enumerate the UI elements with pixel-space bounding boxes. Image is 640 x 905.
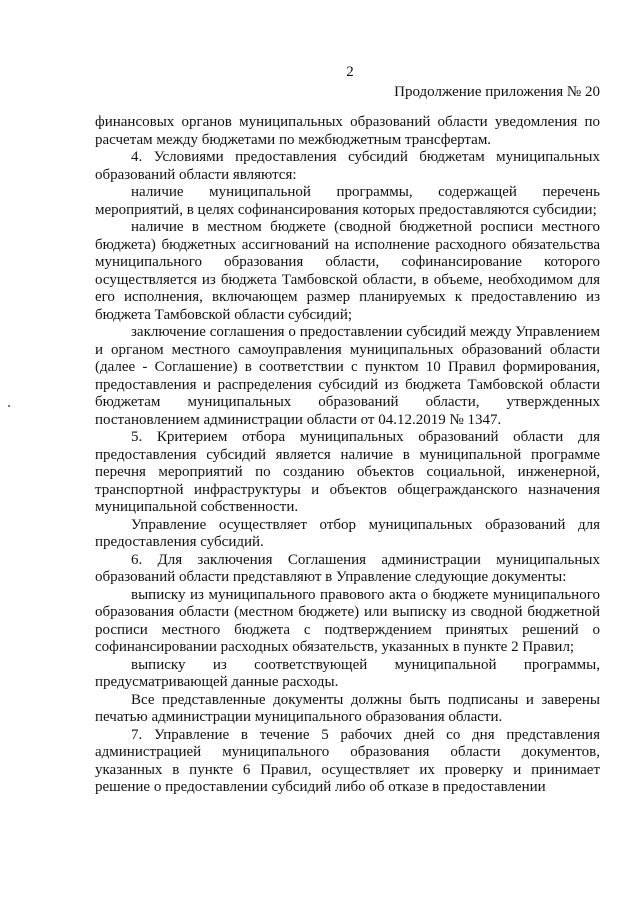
appendix-continuation-header: Продолжение приложения № 20 [394, 84, 600, 100]
paragraph-doc-budget-extract: выписку из муниципального правового акта о бюджете муниципального образования области (местном бюджете) или выписку из сводной бюджетной росписи местного бюджета с подтверждением принятых решений о софинансировании расходных обязательств, указанных в пункте 2 Правил; [95, 586, 600, 655]
paragraph-condition-agreement: заключение соглашения о предоставлении субсидий между Управлением и органом местного самоуправления муниципальных образований области (далее - Соглашение) в соответствии с пунктом 10 Правил формирования, предоставления и распределения субсидий из бюджета Тамбовской области бюджетам муниципальных образований области, утвержденных постановлением администрации области от 04.12.2019 № 1347. [95, 324, 600, 428]
paragraph-condition-budget: наличие в местном бюджете (сводной бюджетной росписи местного бюджета) бюджетных ассигнований на исполнение расходного обязательства муниципального образования области, софинансирование которого осуществляется из бюджета Тамбовской области, в объеме, необходимом для его исполнения, включающем размер планируемых к предоставлению из бюджета Тамбовской области субсидий; [95, 219, 600, 323]
paragraph-intro-continuation: финансовых органов муниципальных образований области уведомления по расчетам между бюджетами по межбюджетным трансфертам. [95, 114, 600, 148]
paragraph-condition-program: наличие муниципальной программы, содержащей перечень мероприятий, в целях софинансирования которых предоставляются субсидии; [95, 184, 600, 218]
paragraph-item-6: 6. Для заключения Соглашения администрации муниципальных образований области представляют в Управление следующие документы: [95, 551, 600, 585]
paragraph-item-5: 5. Критерием отбора муниципальных образований области для предоставления субсидий является наличие в муниципальной программе перечня мероприятий по созданию объектов социальной, инженерной, транспортной инфраструктуры и объектов общегражданского назначения муниципальной собственности. [95, 429, 600, 515]
paragraph-selection: Управление осуществляет отбор муниципальных образований для предоставления субсидий. [95, 516, 600, 550]
document-body [95, 114, 600, 797]
paragraph-item-7: 7. Управление в течение 5 рабочих дней со дня представления администрацией муниципального образования области документов, указанных в пункте 6 Правил, осуществляет их проверку и принимает решение о предоставлении субсидий либо об отказе в предоставлении [95, 726, 600, 795]
paragraph-doc-program-extract: выписку из соответствующей муниципальной программы, предусматривающей данные расходы. [95, 656, 600, 690]
page-number: 2 [346, 64, 354, 80]
paragraph-docs-signed: Все представленные документы должны быть подписаны и заверены печатью администрации муниципального образования области. [95, 691, 600, 725]
paragraph-item-4: 4. Условиями предоставления субсидий бюджетам муниципальных образований области являются: [95, 149, 600, 183]
scan-speck [8, 405, 10, 407]
